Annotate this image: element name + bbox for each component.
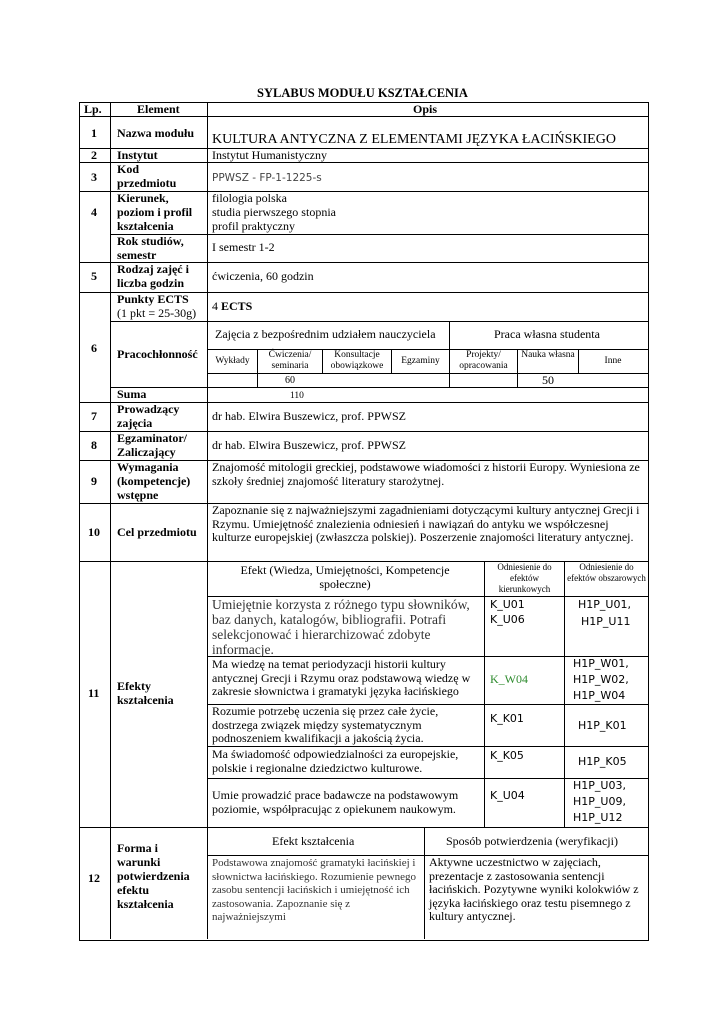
outcome-1-directional-2: K_U06: [490, 613, 525, 626]
outcome-1-text: Umiejętnie korzysta z różnego typu słowników, baz danych, katalogów, bibliografii. Potrafi selekcjonować i hierarchizować zdobyte informacje.: [212, 597, 470, 657]
outcome-5-area-1: H1P_U03,: [573, 779, 626, 792]
lecturer-label-line2: zajęcia: [117, 416, 153, 430]
lecturer-label-line1: Prowadzący: [117, 402, 180, 416]
outcome-2-area-2: H1P_W02,: [573, 673, 629, 686]
requirements-label-line3: wstępne: [117, 488, 159, 502]
outcome-4-area-1: H1P_K05: [578, 755, 627, 768]
outcome-5-directional-1: K_U04: [490, 789, 525, 802]
exercises-hours: 60: [285, 375, 295, 386]
directional-ref-header: Odniesienie do efektów kierunkowych: [497, 562, 552, 594]
row7-lp: 7: [91, 409, 97, 423]
row4-element-line3: kształcenia: [117, 219, 174, 233]
examiner-label-line1: Egzaminator/: [117, 431, 187, 445]
verification-label-line5: kształcenia: [117, 897, 174, 911]
verification-label-line1: Forma i: [117, 841, 158, 855]
area-ref-header: Odniesienie do efektów obszarowych: [567, 562, 646, 583]
row2-element: Instytut: [117, 148, 158, 162]
document-title: SYLABUS MODUŁU KSZTAŁCENIA: [257, 86, 468, 100]
header-element: Element: [137, 102, 180, 116]
row4-element-line2: poziom i profil: [117, 205, 193, 219]
objective-value: Zapoznanie się z najważniejszymi zagadnieniami dotyczącymi kultury antycznej Grecji i Rzymu. Umiejętność znalezienia odniesień i nawiązań do antyku we współczesnej kulturze europejskiej (zwłaszcza polskiej). Poszerzenie znajomości literatury antycznej.: [212, 503, 640, 544]
examiner-value: dr hab. Elwira Buszewicz, prof. PPWSZ: [212, 438, 406, 452]
col-projects: Projekty/ opracowania: [459, 350, 508, 371]
verification-label-line2: warunki: [117, 855, 161, 869]
row12-lp: 12: [88, 871, 100, 885]
requirements-label-line2: (kompetencje): [117, 474, 191, 488]
outcome-2-area-1: H1P_W01,: [573, 657, 629, 670]
col-other: Inne: [604, 356, 622, 366]
outcome-3-directional-1: K_K01: [490, 712, 524, 725]
outcome-2-directional-1: K_W04: [490, 672, 528, 686]
verification-outcome-text: Podstawowa znajomość gramatyki łacińskiej i słownictwa łacińskiego. Rozumienie pewnego zasobu sentencji łacińskich i umiejętność ich zastosowania. Zapoznanie się z najważniejszymi: [212, 857, 417, 923]
outcome-4-directional-1: K_K05: [490, 749, 524, 762]
row3-lp: 3: [91, 170, 97, 184]
year-label-line1: Rok studiów,: [117, 234, 184, 248]
ects-value: 4 ECTS: [212, 299, 253, 313]
ects-label-line2: (1 pkt = 25-30g): [117, 306, 197, 320]
sum-label: Suma: [117, 387, 147, 401]
row3-element-line2: przedmiotu: [117, 176, 177, 190]
col-lectures: Wykłady: [215, 356, 250, 366]
row4-lp: 4: [91, 205, 97, 219]
outcome-2-area-3: H1P_W04: [573, 689, 626, 702]
row6-lp: 6: [91, 341, 97, 355]
col-exercises: Ćwiczenia/ seminaria: [268, 350, 312, 371]
outcome-3-text: Rozumie potrzebę uczenia się przez całe życie, dostrzega związek między systematycznym podnoszeniem kwalifikacji a jakością życia.: [212, 704, 439, 745]
row1-element: Nazwa modułu: [117, 126, 195, 140]
module-name: KULTURA ANTYCZNA Z ELEMENTAMI JĘZYKA ŁACIŃSKIEGO: [212, 132, 616, 147]
header-opis: Opis: [413, 102, 438, 116]
workload-label: Pracochłonność: [117, 347, 198, 361]
study-profile: profil praktyczny: [212, 219, 295, 233]
outcome-1-directional-1: K_U01: [490, 598, 525, 611]
year-label-line2: semestr: [117, 248, 157, 262]
col-self-study: Nauka własna: [521, 350, 575, 360]
field-of-study: filologia polska: [212, 191, 287, 205]
examiner-label-line2: Zaliczający: [117, 445, 176, 459]
requirements-value: Znajomość mitologii greckiej, podstawowe wiadomości z historii Europy. Wyniesiona ze szkoły średniej znajomość literatury starożytnej.: [212, 460, 640, 488]
row3-element-line1: Kod: [117, 162, 140, 176]
outcome-1-area-2: H1P_U11: [581, 615, 631, 628]
class-type-label-line2: liczba godzin: [117, 276, 185, 290]
outcome-1-area-1: H1P_U01,: [578, 598, 631, 611]
row4-element-line1: Kierunek,: [117, 191, 169, 205]
row11-lp: 11: [88, 686, 100, 700]
lecturer-value: dr hab. Elwira Buszewicz, prof. PPWSZ: [212, 409, 406, 423]
col-exams: Egzaminy: [401, 356, 440, 366]
self-study-hours: 50: [542, 373, 554, 387]
year-value: I semestr 1-2: [212, 240, 275, 254]
header-lp: Lp.: [84, 102, 102, 116]
outcome-5-area-3: H1P_U12: [573, 811, 623, 824]
row8-lp: 8: [91, 438, 97, 452]
class-type-label-line1: Rodzaj zajęć i: [117, 262, 189, 276]
verification-label-line3: potwierdzenia: [117, 869, 190, 883]
row2-lp: 2: [91, 148, 97, 162]
col-consultations: Konsultacje obowiązkowe: [330, 350, 384, 371]
outcome-5-text: Umie prowadzić prace badawcze na podstawowym poziomie, współpracując z opiekunem naukowym.: [212, 788, 459, 816]
class-type-value: ćwiczenia, 60 godzin: [212, 269, 314, 283]
outcome-3-area-1: H1P_K01: [578, 719, 627, 732]
outcomes-label-line2: kształcenia: [117, 693, 174, 707]
outcome-4-text: Ma świadomość odpowiedzialności za europejskie, polskie i regionalne dziedzictwo kulturowe.: [212, 747, 459, 775]
course-code: PPWSZ - FP-1-1225-s: [212, 172, 322, 184]
row9-lp: 9: [91, 474, 97, 488]
study-level: studia pierwszego stopnia: [212, 205, 336, 219]
outcome-2-text: Ma wiedzę na temat periodyzacji historii kultury antycznej Grecji i Rzymu oraz podstawową wiedzę w zakresie słownictwa i gramatyki języka łacińskiego: [212, 657, 471, 698]
row1-lp: 1: [91, 126, 97, 140]
ects-label-line1: Punkty ECTS: [117, 292, 189, 306]
outcomes-label-line1: Efekty: [117, 679, 151, 693]
outcome-header: Efekt (Wiedza, Umiejętności, Kompetencje społeczne): [240, 563, 450, 591]
row10-lp: 10: [88, 525, 100, 539]
contact-hours-header: Zajęcia z bezpośrednim udziałem nauczyciela: [215, 327, 436, 341]
institute-value: Instytut Humanistyczny: [212, 148, 327, 162]
verification-label-line4: efektu: [117, 883, 149, 897]
row5-lp: 5: [91, 269, 97, 283]
requirements-label-line1: Wymagania: [117, 460, 179, 474]
sum-value: 110: [290, 391, 304, 401]
outcome-5-area-2: H1P_U09,: [573, 795, 626, 808]
verification-method-header: Sposób potwierdzenia (weryfikacji): [446, 834, 618, 848]
objective-label: Cel przedmiotu: [117, 525, 197, 539]
verification-method-text: Aktywne uczestnictwo w zajęciach, prezentacje z zastosowania sentencji łacińskich. Pozytywne wyniki kolokwiów z języka łacińskiego oraz testu pisemnego z kultury antycznej.: [429, 855, 639, 923]
self-study-header: Praca własna studenta: [494, 327, 600, 341]
verification-outcome-header: Efekt kształcenia: [272, 834, 355, 848]
